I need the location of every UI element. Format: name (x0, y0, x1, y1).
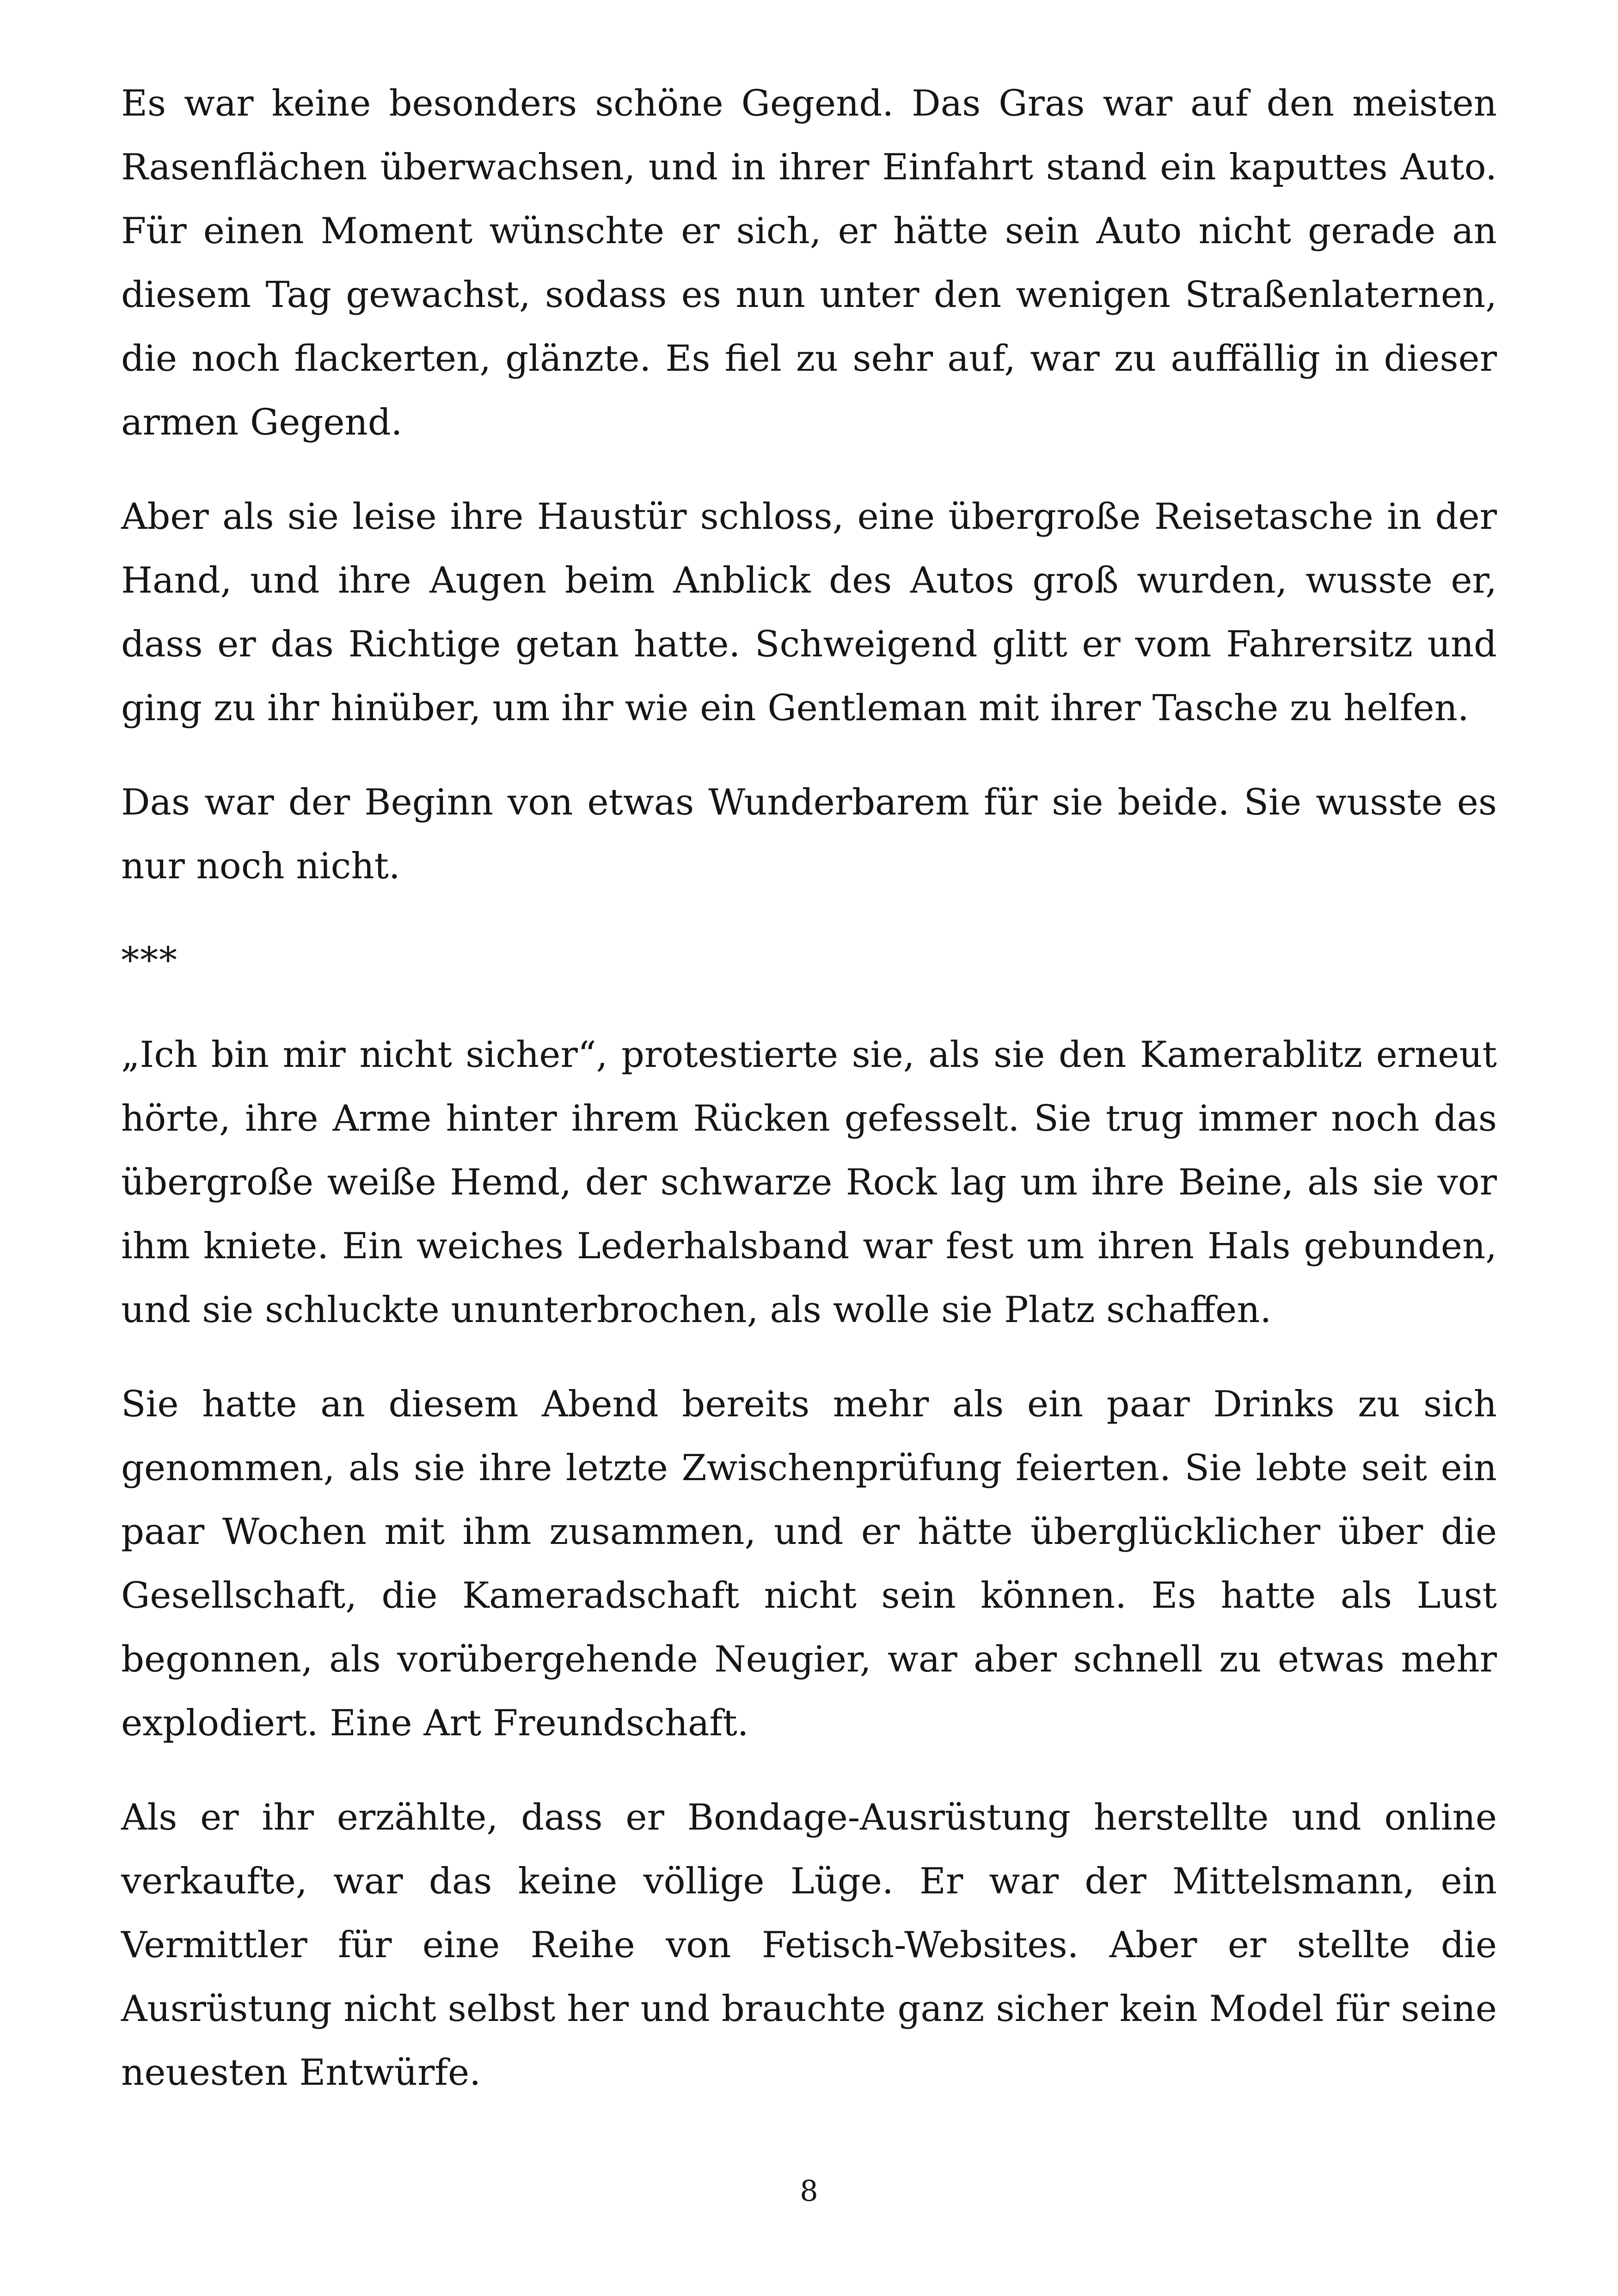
paragraph-5: Sie hatte an diesem Abend bereits mehr als ein paar Drinks zu sich genommen, als sie ihre letzte Zwischenprüfung feierten. Sie lebte seit ein paar Wochen mit ihm zusammen, und er hätte überglücklicher über die Gesellschaft, die Kameradschaft nicht sein können. Es hatte als Lust begonnen, als vorübergehende Neugier, war aber schnell zu etwas mehr explodiert. Eine Art Freundschaft. (121, 1384, 1497, 1744)
body-text (121, 72, 1497, 2135)
paragraph-2: Aber als sie leise ihre Haustür schloss, eine übergroße Reisetasche in der Hand, und ihre Augen beim Anblick des Autos groß wurden, wusste er, dass er das Richtige getan hatte. Schweigend glitt er vom Fahrersitz und ging zu ihr hinüber, um ihr wie ein Gentleman mit ihrer Tasche zu helfen. (121, 496, 1497, 729)
scene-separator: *** (121, 940, 178, 981)
paragraph-1: Es war keine besonders schöne Gegend. Das Gras war auf den meisten Rasenflächen überwachsen, und in ihrer Einfahrt stand ein kaputtes Auto. Für einen Moment wünschte er sich, er hätte sein Auto nicht gerade an diesem Tag gewachst, sodass es nun unter den wenigen Straßenlaternen, die noch flackerten, glänzte. Es fiel zu sehr auf, war zu auffällig in dieser armen Gegend. (121, 83, 1497, 443)
paragraph-6: Als er ihr erzählte, dass er Bondage-Ausrüstung herstellte und online verkaufte, war das keine völlige Lüge. Er war der Mittelsmann, ein Vermittler für eine Reihe von Fetisch-Websites. Aber er stellte die Ausrüstung nicht selbst her und brauchte ganz sicher kein Model für seine neuesten Entwürfe. (121, 1797, 1497, 2094)
page-number: 8 (800, 2174, 818, 2208)
paragraph-4: „Ich bin mir nicht sicher“, protestierte sie, als sie den Kamerablitz erneut hörte, ihre Arme hinter ihrem Rücken gefesselt. Sie trug immer noch das übergroße weiße Hemd, der schwarze Rock lag um ihre Beine, als sie vor ihm kniete. Ein weiches Lederhalsband war fest um ihren Hals gebunden, und sie schluckte ununterbrochen, als wolle sie Platz schaffen. (121, 1034, 1497, 1331)
paragraph-3: Das war der Beginn von etwas Wunderbarem für sie beide. Sie wusste es nur noch nicht. (121, 782, 1497, 887)
